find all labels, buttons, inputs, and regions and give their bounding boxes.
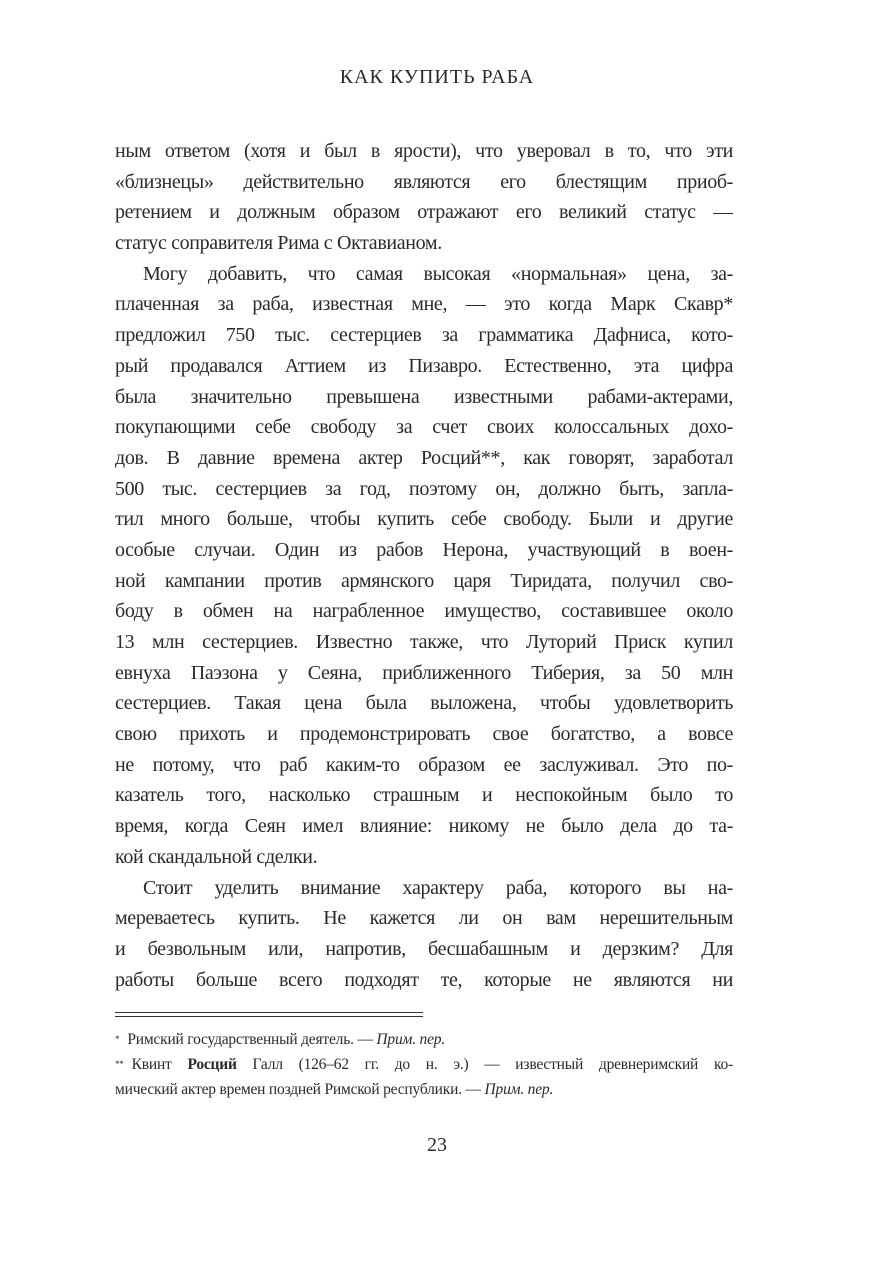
text-line: ретением и должным образом отражают его великий статус — (115, 201, 733, 224)
text-line: дов. В давние времена актер Росций**, как говорят, заработал (115, 446, 733, 469)
text-line: Могу добавить, что самая высокая «нормальная» цена, за- (143, 262, 733, 285)
footnote-2-continued: мический актер времен поздней Римской республики. — Прим. пер. (115, 1081, 554, 1098)
footnotes (115, 1027, 733, 1102)
footnote-marker: * (115, 1034, 120, 1044)
text-line: мереваетесь купить. Не кажется ли он вам нерешительным (115, 907, 733, 930)
footnote-divider (115, 1012, 423, 1017)
text-line: «близнецы» действительно являются его блестящим приоб- (115, 170, 733, 193)
text-line: ной кампании против армянского царя Тиридата, получил сво- (115, 569, 733, 592)
text-line: предложил 750 тыс. сестерциев за грамматика Дафниса, кото- (115, 324, 733, 347)
footnote-1: * Римский государственный деятель. — Прим. пер. (115, 1031, 445, 1048)
text-line: рый продавался Аттием из Пизавро. Естественно, эта цифра (115, 354, 733, 377)
text-line: тил много больше, чтобы купить себе свободу. Были и другие (115, 508, 733, 531)
text-line: ным ответом (хотя и был в ярости), что уверовал в то, что эти (115, 140, 733, 162)
text-line: покупающими себе свободу за счет своих колоссальных дохо- (115, 416, 733, 439)
text-line: сестерциев. Такая цена была выложена, чтобы удовлетворить (115, 692, 733, 715)
text-line: не потому, что раб каким-то образом ее заслуживал. Это по- (115, 753, 733, 776)
text-line: боду в обмен на награбленное имущество, составившее около (115, 600, 733, 623)
text-line: кой скандальной сделки. (115, 845, 318, 868)
text-line: свою прихоть и продемонстрировать свое богатство, а вовсе (115, 723, 733, 746)
body-text (115, 136, 733, 995)
text-line: казатель того, насколько страшным и неспокойным было то (115, 784, 733, 807)
text-line: плаченная за раба, известная мне, — это когда Марк Скавр* (115, 293, 733, 316)
text-line: особые случаи. Один из рабов Нерона, участвующий в воен- (115, 538, 733, 561)
text-line: время, когда Сеян имел влияние: никому не было дела до та- (115, 815, 733, 838)
text-line: 500 тыс. сестерциев за год, поэтому он, должно быть, запла- (115, 477, 733, 500)
footnote-marker: ** (115, 1059, 124, 1069)
page-number: 23 (427, 1134, 447, 1156)
text-line: статус соправителя Рима с Октавианом. (115, 232, 442, 255)
text-line: евнуха Паэзона у Сеяна, приближенного Тиберия, за 50 млн (115, 661, 733, 684)
text-line: была значительно превышена известными рабами-актерами, (115, 385, 733, 408)
running-title: КАК КУПИТЬ РАБА (339, 66, 535, 88)
text-line: и безвольным или, напротив, бесшабашным и дерзким? Для (115, 937, 733, 960)
text-line: 13 млн сестерциев. Известно также, что Луторий Приск купил (115, 631, 733, 653)
text-line: работы больше всего подходят те, которые не являются ни (115, 968, 733, 991)
footnote-2: ** Квинт Росций Галл (126–62 гг. до н. э.) — известный древнеримский ко- (115, 1056, 733, 1073)
text-line: Стоит уделить внимание характеру раба, которого вы на- (143, 876, 733, 899)
